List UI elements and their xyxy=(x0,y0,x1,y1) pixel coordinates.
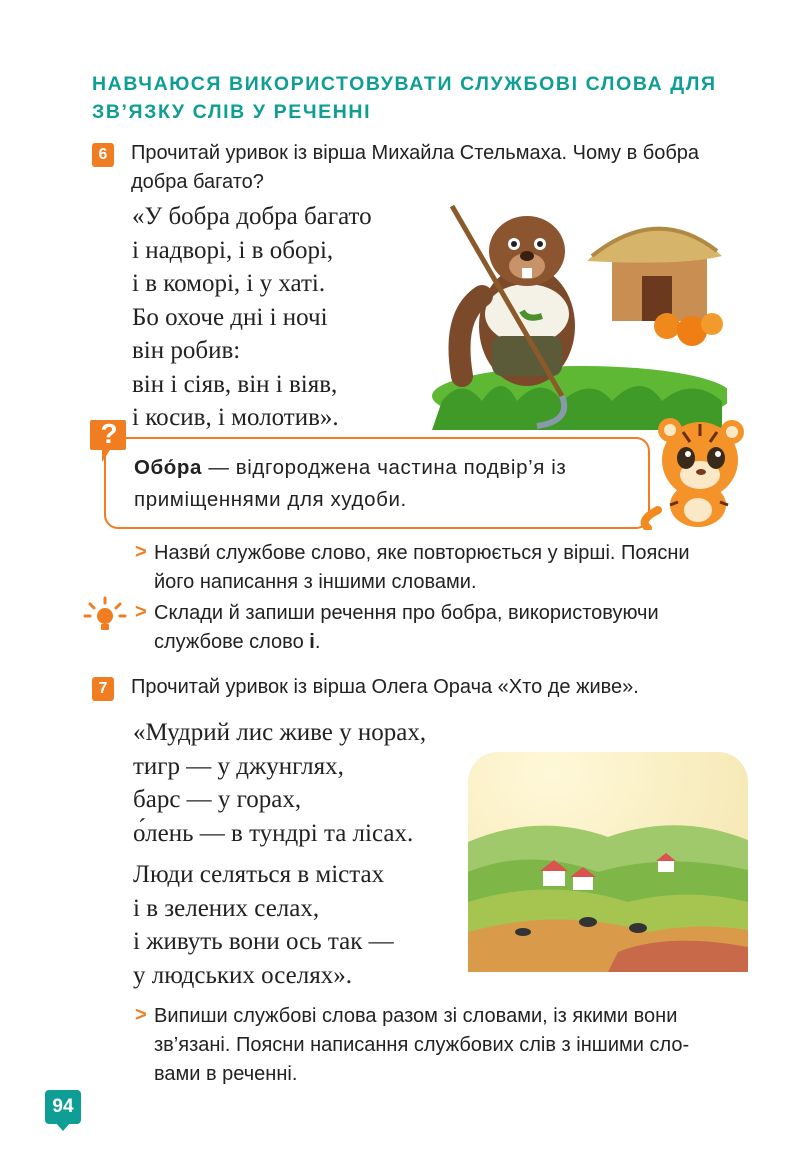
definition-text-line1: — відгороджена частина подвір’я із xyxy=(202,456,567,479)
task-7-subtask xyxy=(154,1002,754,1089)
poem-line: у людських оселях». xyxy=(133,961,352,989)
poem-line: барс — у горах, xyxy=(133,786,302,813)
tiger-mascot xyxy=(628,410,758,530)
poem-line: і в коморі, і у хаті. xyxy=(132,270,326,297)
who-lives-where-poem-stanza2 xyxy=(133,858,463,992)
poem-line: Бо охоче дні і ночі xyxy=(132,303,328,331)
subtask-2-line2-end: . xyxy=(314,631,321,653)
beaver-illustration xyxy=(422,196,727,430)
page-number-tab-icon xyxy=(55,1122,71,1132)
subtask-1-line2: його написання з іншими словами. xyxy=(154,571,477,593)
poem-line: Люди селяться в містах xyxy=(133,861,385,888)
poem-line: він робив: xyxy=(132,337,241,364)
definition-text xyxy=(134,452,654,516)
subtask-2-line1: Склади й запиши речення про бобра, використовуючи xyxy=(154,602,659,624)
task-6-instruction xyxy=(131,139,751,197)
village-landscape-illustration xyxy=(468,752,748,972)
task-6-subtask-2 xyxy=(154,599,754,657)
poem-line: і косив, і молотив». xyxy=(132,404,339,431)
beaver-poem xyxy=(132,200,437,435)
subtask-2-line2-start: службове слово xyxy=(154,631,310,653)
section-heading-line1: НАВЧАЮСЯ ВИКОРИСТОВУВАТИ СЛУЖБОВІ СЛОВА ДЛЯ xyxy=(92,73,717,95)
definition-term: Обо́ра xyxy=(134,456,203,479)
task-7-subtask-line2: зв’язані. Поясни написання службових слів з іншими сло- xyxy=(154,1034,690,1056)
task-7-number: 7 xyxy=(92,677,114,701)
task-6-instruction-line2: добра багато? xyxy=(131,171,264,193)
subtask-1-line1: Назви́ службове слово, яке повторюється у вірші. Поясни xyxy=(154,542,690,564)
task-7-instruction: Прочитай уривок із вірша Олега Орача «Хто де живе». xyxy=(131,676,639,698)
task-6-instruction-line1: Прочитай уривок із вірша Михайла Стельмаха. Чому в бобра xyxy=(131,142,700,164)
question-mark: ? xyxy=(100,418,118,449)
bullet-marker: > xyxy=(135,541,147,563)
section-heading xyxy=(92,70,732,126)
task-7-subtask-line1: Випиши службові слова разом зі словами, із якими вони xyxy=(154,1005,678,1027)
poem-line: і в зелених селах, xyxy=(133,894,320,922)
subtask-2-bold-word: і xyxy=(309,631,315,653)
poem-line: і живуть вони ось так — xyxy=(133,928,394,955)
lightbulb-icon xyxy=(82,596,128,636)
poem-line: він і сіяв, він і віяв, xyxy=(132,370,338,398)
poem-line: «Мудрий лис живе у норах, xyxy=(133,719,427,746)
poem-line: тигр — у джунглях, xyxy=(133,752,344,780)
task-7-subtask-line3: вами в реченні. xyxy=(154,1063,298,1085)
definition-text-line2: приміщеннями для худоби. xyxy=(134,488,407,511)
who-lives-where-poem-stanza1 xyxy=(133,716,493,850)
poem-line: о́лень — в тундрі та лісах. xyxy=(133,819,414,847)
poem-line: і надворі, і в оборі, xyxy=(132,236,334,264)
bullet-marker: > xyxy=(135,1004,147,1026)
bullet-marker: > xyxy=(135,601,147,623)
task-6-number: 6 xyxy=(92,143,114,167)
section-heading-line2: ЗВ’ЯЗКУ СЛІВ У РЕЧЕННІ xyxy=(92,101,372,123)
page-number: 94 xyxy=(45,1090,81,1124)
task-6-subtask-1 xyxy=(154,539,754,597)
poem-line: «У бобра добра багато xyxy=(132,203,372,230)
